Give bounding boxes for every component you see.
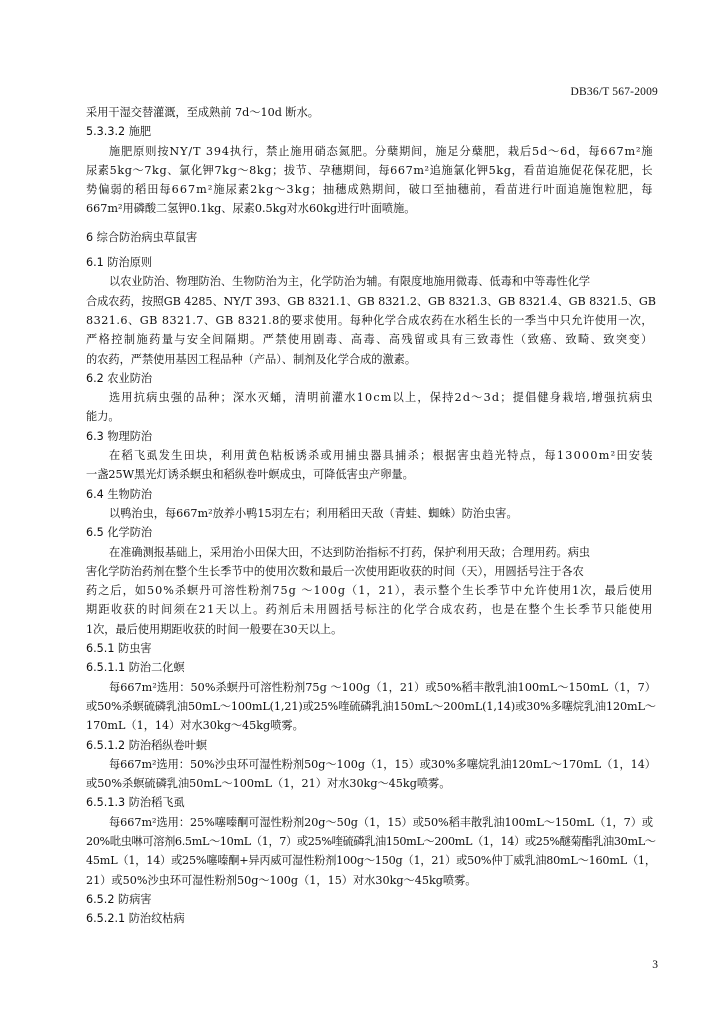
document-body: [86, 103, 656, 928]
text-line: 170mL（1，14）对水30kg～45kg喷雾。: [86, 719, 304, 733]
section-heading: 6.5.1.3 防治稻飞虱: [86, 796, 185, 810]
text-line: 或50%杀螟硫磷乳油50mL～100mL(1,21)或25%喹硫磷乳油150mL～200mL(1,14)或30%多噻烷乳油120mL～: [86, 699, 656, 713]
section-heading: 6.5.2 防病害: [86, 892, 152, 906]
section-heading: 6.1 防治原则: [86, 256, 153, 270]
text-line: 1次，最后使用期距收获的时间一般要在30天以上。: [86, 622, 343, 636]
section-heading: 6.5.2.1 防治纹枯病: [86, 912, 185, 926]
section-heading: 6.5.1.1 防治二化螟: [86, 661, 185, 675]
text-line: 20%吡虫啉可溶剂6.5mL～10mL（1，7）或25%喹硫磷乳油150mL～200mL（1，14）或25%醚菊酯乳油30mL～: [86, 834, 656, 848]
paragraph-first-line: 在稻飞虱发生田块，利用黄色粘板诱杀或用捕虫器具捕杀；根据害虫趋光特点，每13000m²田安装: [109, 449, 654, 463]
section-heading: 6.2 农业防治: [86, 371, 153, 385]
text-line: 尿素5kg～7kg、氯化钾7kg～8kg；拔节、孕穗期间，每667m²追施氯化钾5kg，看苗追施促花保花肥，长: [86, 163, 654, 177]
section-heading: 6.5.1 防虫害: [86, 642, 152, 656]
text-line: 期距收获的时间须在21天以上。药剂后未用圆括号标注的化学合成农药，也是在整个生长季节只能使用: [86, 603, 654, 617]
section-heading: 6.5 化学防治: [86, 526, 153, 540]
paragraph-first-line: 以农业防治、物理防治、生物防治为主，化学防治为辅。有限度地施用微毒、低毒和中等毒性化学: [109, 275, 591, 289]
paragraph-first-line: 施肥原则按NY/T 394执行，禁止施用硝态氮肥。分蘖期间，施足分蘖肥，栽后5d～6d，每667m²施: [109, 144, 654, 158]
text-line: 药之后，如50%杀螟丹可溶性粉剂75g ～100g（1，21），表示整个生长季节中允许使用1次，最后使用: [86, 584, 654, 598]
page-number: 3: [652, 959, 658, 971]
text-line: 合成农药，按照GB 4285、NY/T 393、GB 8321.1、GB 8321.2、GB 8321.3、GB 8321.4、GB 8321.5、GB: [86, 294, 656, 308]
section-heading: 6.4 生物防治: [86, 487, 153, 501]
section-heading: 6.5.1.2 防治稻纵卷叶螟: [86, 738, 208, 752]
text-line: 一盏25W黑光灯诱杀螟虫和稻纵卷叶螟成虫，可降低害虫产卵量。: [86, 468, 414, 482]
text-line: 严格控制施药量与安全间隔期。严禁使用剧毒、高毒、高残留或具有三致毒性（致癌、致畸、致突变）: [86, 333, 654, 347]
text-line: 21）或50%沙虫环可湿性粉剂50g～100g（1，15）对水30kg～45kg喷雾。: [86, 873, 477, 887]
paragraph-first-line: 每667m²选用：50%杀螟丹可溶性粉剂75g ～100g（1，21）或50%稻丰散乳油100mL～150mL（1，7）: [109, 680, 656, 694]
paragraph-first-line: 在准确测报基础上，采用治小田保大田，不达到防治指标不打药，保护利用天敌；合理用药。病虫: [109, 545, 591, 559]
text-line: 45mL（1，14）或25%噻嗪酮+异丙威可湿性粉剂100g～150g（1，21）或50%仲丁威乳油80mL～160mL（1，: [86, 854, 656, 868]
text-line: 害化学防治药剂在整个生长季节中的使用次数和最后一次使用距收获的时间（天），用圆括号注于各农: [86, 564, 584, 578]
text-line: 采用干湿交替灌溉，至成熟前 7d～10d 断水。: [86, 106, 319, 119]
section-heading: 6.3 物理防治: [86, 429, 153, 443]
paragraph-first-line: 每667m²选用：50%沙虫环可湿性粉剂50g～100g（1，15）或30%多噻烷乳油120mL～170mL（1，14）: [109, 757, 656, 771]
section-heading: 5.3.3.2 施肥: [86, 125, 152, 139]
text-line: 667m²用磷酸二氢钾0.1kg、尿素0.5kg对水60kg进行叶面喷施。: [86, 202, 416, 216]
text-line: 或50%杀螟硫磷乳油50mL～100mL（1，21）对水30kg～45kg喷雾。: [86, 777, 451, 791]
paragraph-first-line: 以鸭治虫，每667m²放养小鸭15羽左右；利用稻田天敌（青蛙、蜘蛛）防治虫害。: [109, 506, 518, 520]
text-line: 能力。: [86, 410, 120, 424]
text-line: 的农药，严禁使用基因工程品种（产品）、制剂及化学合成的激素。: [86, 352, 417, 366]
paragraph-first-line: 每667m²选用：25%噻嗪酮可湿性粉剂20g～50g（1，15）或50%稻丰散乳油100mL～150mL（1，7）或: [109, 815, 654, 829]
text-line: 8321.6、GB 8321.7、GB 8321.8的要求使用。每种化学合成农药在水稻生长的一季当中只允许使用一次，: [86, 313, 654, 327]
text-line: 势偏弱的稻田每667m²施尿素2kg～3kg；抽穗成熟期间，破口至抽穗前，看苗进行叶面追施饱粒肥，每: [86, 183, 654, 197]
document-number-header: DB36/T 567-2009: [570, 86, 658, 98]
paragraph-first-line: 选用抗病虫强的品种；深水灭蛹，清明前灌水10cm以上，保持2d～3d；提倡健身栽培,增强抗病虫: [109, 391, 654, 405]
chapter-heading: 6 综合防治病虫草鼠害: [86, 230, 198, 244]
